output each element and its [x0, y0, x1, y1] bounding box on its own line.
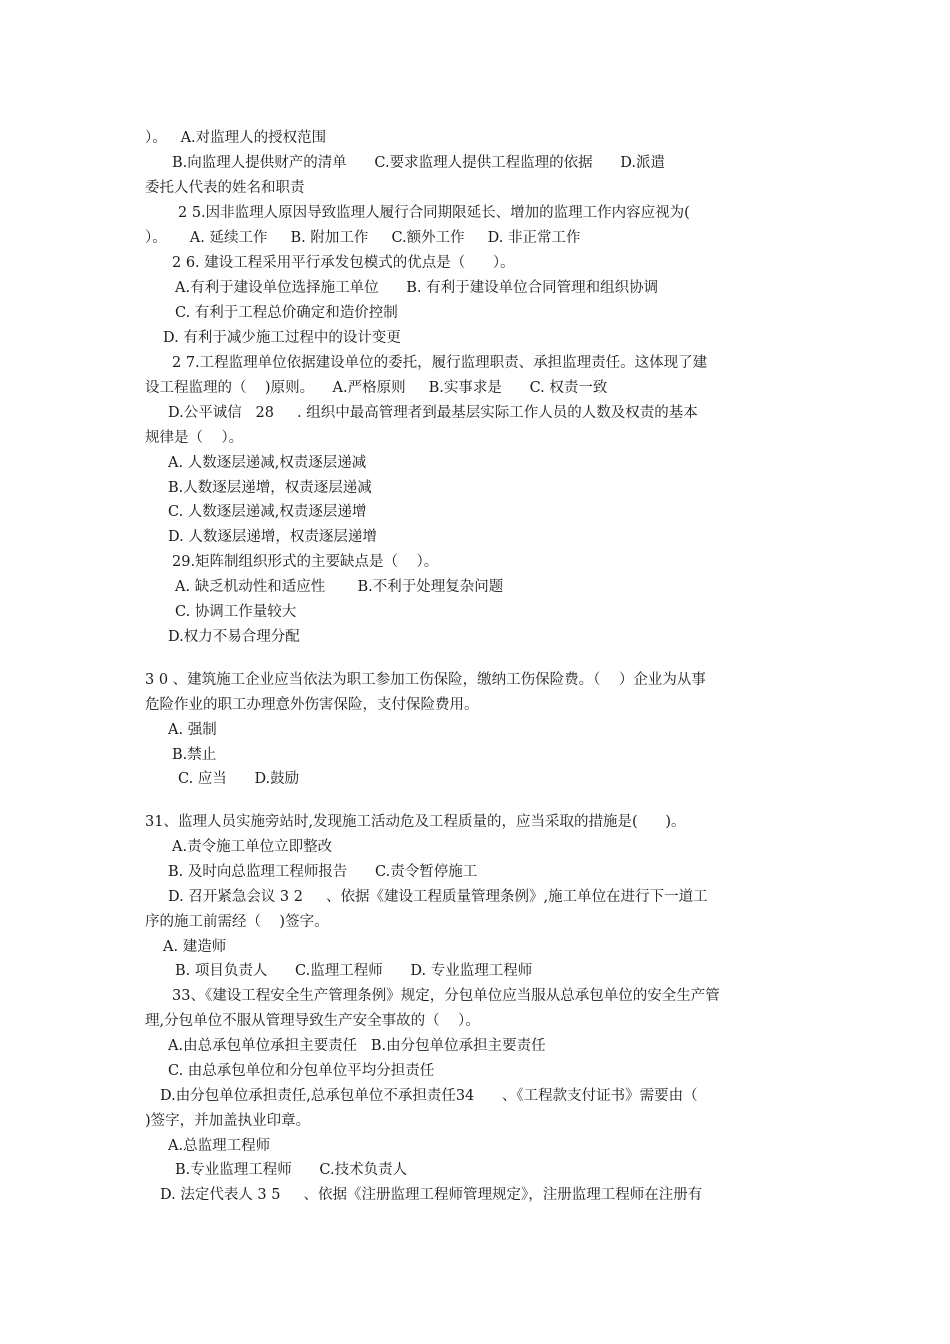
- text-line: A. 建造师: [163, 939, 227, 955]
- text-line: A.责令施工单位立即整改: [172, 839, 333, 855]
- text-line: C. 应当 D.鼓励: [178, 771, 300, 787]
- text-line: B.人数逐层递增，权责逐层递减: [168, 480, 372, 496]
- text-line: C. 有利于工程总价确定和造价控制: [175, 305, 398, 321]
- text-line: B.禁止: [172, 747, 217, 763]
- text-line: 33、《建设工程安全生产管理条例》规定，分包单位应当服从总承包单位的安全生产管: [172, 988, 720, 1004]
- text-line: 31、监理人员实施旁站时,发现施工活动危及工程质量的，应当采取的措施是( )。: [145, 814, 686, 830]
- text-line: A.有利于建设单位选择施工单位 B. 有利于建设单位合同管理和组织协调: [175, 280, 659, 296]
- text-line: C. 由总承包单位和分包单位平均分担责任: [168, 1063, 435, 1079]
- text-line: A.总监理工程师: [168, 1138, 271, 1154]
- text-line: 29.矩阵制组织形式的主要缺点是（ ）。: [172, 554, 439, 570]
- text-line: 2 7.工程监理单位依据建设单位的委托，履行监理职责、承担监理责任。这体现了建: [172, 355, 708, 371]
- text-line: 委托人代表的姓名和职责: [145, 180, 305, 196]
- text-line: A. 缺乏机动性和适应性 B.不利于处理复杂问题: [175, 579, 504, 595]
- text-line: D.权力不易合理分配: [168, 629, 300, 645]
- text-line: 3 0 、建筑施工企业应当依法为职工参加工伤保险，缴纳工伤保险费。（ ）企业为从事: [145, 672, 706, 688]
- text-line: 危险作业的职工办理意外伤害保险，支付保险费用。: [145, 697, 479, 713]
- text-line: A.由总承包单位承担主要责任 B.由分包单位承担主要责任: [168, 1038, 546, 1054]
- text-line: A. 人数逐层递减,权责逐层递减: [168, 455, 367, 471]
- text-line: B.专业监理工程师 C.技术负责人: [175, 1162, 408, 1178]
- text-line: B.向监理人提供财产的清单 C.要求监理人提供工程监理的依据 D.派遣: [172, 155, 665, 171]
- text-line: D.由分包单位承担责任,总承包单位不承担责任34 、《工程款支付证书》需要由（: [160, 1088, 698, 1104]
- text-line: A. 强制: [168, 722, 217, 738]
- text-line: 序的施工前需经（ )签字。: [145, 914, 329, 930]
- text-line: 设工程监理的（ )原则。 A.严格原则 B.实事求是 C. 权责一致: [145, 380, 608, 396]
- text-line: C. 协调工作量较大: [175, 604, 297, 620]
- text-line: D. 有利于减少施工过程中的设计变更: [163, 330, 401, 346]
- text-line: 规律是（ ）。: [145, 430, 244, 446]
- text-line: B. 及时向总监理工程师报告 C.责令暂停施工: [168, 864, 478, 880]
- text-line: 2 6. 建设工程采用平行承发包模式的优点是（ ）。: [172, 255, 515, 271]
- text-line: 2 5.因非监理人原因导致监理人履行合同期限延长、增加的监理工作内容应视为(: [178, 205, 690, 221]
- text-line: D.公平诚信 28 . 组织中最高管理者到最基层实际工作人员的人数及权责的基本: [168, 405, 698, 421]
- text-line: C. 人数逐层递减,权责逐层递增: [168, 504, 367, 520]
- text-line: )签字，并加盖执业印章。: [145, 1113, 311, 1129]
- text-line: ）。 A.对监理人的授权范围: [145, 130, 327, 146]
- text-line: ）。 A. 延续工作 B. 附加工作 C.额外工作 D. 非正常工作: [145, 230, 581, 246]
- text-line: D. 召开紧急会议 3 2 、依据《建设工程质量管理条例》,施工单位在进行下一道工: [168, 889, 708, 905]
- text-line: D. 法定代表人 3 5 、依据《注册监理工程师管理规定》，注册监理工程师在注册有: [160, 1187, 703, 1203]
- text-line: 理,分包单位不服从管理导致生产安全事故的（ ）。: [145, 1013, 480, 1029]
- text-line: B. 项目负责人 C.监理工程师 D. 专业监理工程师: [175, 963, 533, 979]
- text-line: D. 人数逐层递增，权责逐层递增: [168, 529, 377, 545]
